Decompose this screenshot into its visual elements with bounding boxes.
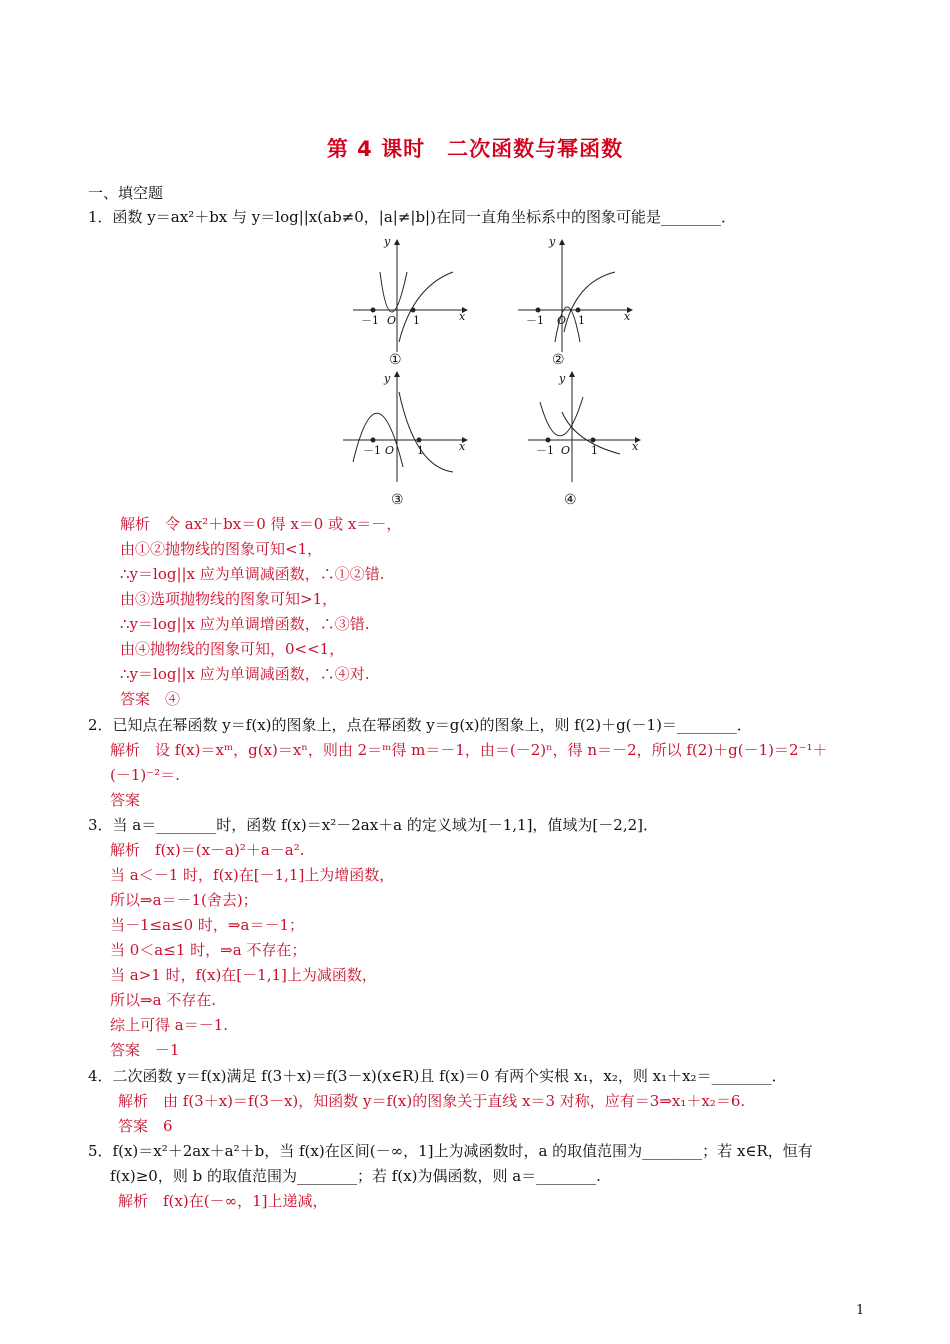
- q1-solution-line: ∴y＝log||x 应为单调增函数，∴③错.: [120, 615, 370, 633]
- graph-1-parabola: [380, 272, 407, 312]
- graph-3-log-curve: [399, 392, 453, 472]
- q3-solution-line: 当 0＜a≤1 时，⇒a 不存在；: [110, 941, 307, 959]
- question-4: 4．二次函数 y＝f(x)满足 f(3＋x)＝f(3－x)(x∈R)且 f(x)＝0 有两个实根 x₁，x₂，则 x₁＋x₂＝________．: [88, 1067, 787, 1085]
- graph-4-y-label: y: [559, 372, 566, 385]
- q3-solution-line: 当－1≤a≤0 时，⇒a＝－1；: [110, 916, 304, 934]
- graphs-svg: [335, 232, 645, 512]
- graph-4-tick-pos: 1: [591, 444, 598, 457]
- q5-solution-line: 解析 f(x)在(－∞，1]上递减，: [118, 1192, 328, 1210]
- question-1: 1．函数 y＝ax²＋bx 与 y＝log||x(ab≠0，|a|≠|b|)在同一直角坐标系中的图象可能是________．: [88, 208, 736, 226]
- section-heading: 一、填空题: [88, 184, 164, 202]
- q3-solution-line: 当 a>1 时，f(x)在[－1,1]上为减函数，: [110, 966, 377, 984]
- graph-3-tick-neg: －1: [363, 444, 381, 457]
- q3-answer: 答案 －1: [110, 1041, 180, 1059]
- q1-answer: 答案 ④: [120, 690, 181, 708]
- function-graphs-figure: [335, 232, 645, 512]
- graph-3-caption: ③: [391, 492, 404, 508]
- graph-2: [518, 240, 632, 352]
- graph-1-x-label: x: [459, 310, 466, 323]
- q1-solution-line: 由③选项抛物线的图象可知>1，: [120, 590, 338, 608]
- q3-solution-line: 所以⇒a 不存在.: [110, 991, 217, 1009]
- q3-solution-line: 综上可得 a＝－1.: [110, 1016, 229, 1034]
- graph-3-x-label: x: [459, 440, 466, 453]
- q1-solution-line: ∴y＝log||x 应为单调减函数，∴①②错.: [120, 565, 385, 583]
- graph-1-tick-pos: 1: [413, 314, 420, 327]
- graph-2-caption: ②: [552, 352, 565, 368]
- graph-3-point-neg1: [371, 438, 375, 442]
- q1-solution-line: 由①②抛物线的图象可知<1，: [120, 540, 323, 558]
- graph-2-origin: O: [557, 314, 567, 327]
- graph-4-origin: O: [561, 444, 571, 457]
- question-2: 2．已知点在幂函数 y＝f(x)的图象上，点在幂函数 y＝g(x)的图象上，则 f(2)＋g(－1)＝________．: [88, 716, 752, 734]
- graph-4: [528, 372, 640, 482]
- graph-1-point-1: [411, 308, 415, 312]
- page-number: 1: [856, 1303, 865, 1318]
- q3-solution-line: 当 a＜－1 时，f(x)在[－1,1]上为增函数，: [110, 866, 395, 884]
- q4-answer: 答案 6: [118, 1117, 173, 1135]
- graph-1-tick-neg: －1: [361, 314, 379, 327]
- question-5-continued: f(x)≥0，则 b 的取值范围为________；若 f(x)为偶函数，则 a＝________.: [110, 1167, 601, 1185]
- graph-3-origin: O: [385, 444, 395, 457]
- graph-4-x-label: x: [632, 440, 639, 453]
- graph-3-point-1: [417, 438, 421, 442]
- q2-answer: 答案: [110, 791, 141, 809]
- page-title: 第 4 课时 二次函数与幂函数: [326, 137, 624, 161]
- graph-3-tick-pos: 1: [417, 444, 424, 457]
- graph-4-point-neg1: [546, 438, 550, 442]
- graph-4-tick-neg: －1: [536, 444, 554, 457]
- graph-2-y-label: y: [549, 235, 556, 248]
- q1-solution-line: ∴y＝log||x 应为单调减函数，∴④对.: [120, 665, 370, 683]
- q1-solution-line: 解析 令 ax²＋bx＝0 得 x＝0 或 x＝－，: [120, 515, 402, 533]
- graph-1-caption: ①: [389, 352, 402, 368]
- graph-1-origin: O: [387, 314, 397, 327]
- graph-2-tick-pos: 1: [578, 314, 585, 327]
- graph-2-point-neg1: [536, 308, 540, 312]
- q4-solution-line: 解析 由 f(3＋x)＝f(3－x)，知函数 y＝f(x)的图象关于直线 x＝3 对称，应有＝3⇒x₁＋x₂＝6.: [118, 1092, 746, 1110]
- graph-2-point-1: [576, 308, 580, 312]
- q2-solution-line: (－1)⁻²＝.: [110, 766, 180, 784]
- graph-4-point-1: [591, 438, 595, 442]
- graph-1-point-neg1: [371, 308, 375, 312]
- graph-4-caption: ④: [564, 492, 577, 508]
- graph-3: [343, 372, 467, 482]
- graph-2-log-curve: [564, 272, 615, 332]
- graph-1-y-label: y: [384, 235, 391, 248]
- question-3: 3．当 a＝________时，函数 f(x)＝x²－2ax＋a 的定义域为[－1,1]，值域为[－2,2]．: [88, 816, 658, 834]
- graph-1-log-curve: [399, 272, 453, 342]
- graph-4-parabola: [540, 397, 583, 436]
- graph-2-x-label: x: [624, 310, 631, 323]
- q1-solution-line: 由④抛物线的图象可知，0<<1，: [120, 640, 345, 658]
- q3-solution-line: 所以⇒a＝－1(舍去)；: [110, 891, 258, 909]
- graph-1: [353, 240, 467, 352]
- q3-solution-line: 解析 f(x)＝(x－a)²＋a－a².: [110, 841, 305, 859]
- graph-2-tick-neg: －1: [526, 314, 544, 327]
- question-5: 5．f(x)＝x²＋2ax＋a²＋b，当 f(x)在区间(－∞，1]上为减函数时，a 的取值范围为________；若 x∈R，恒有: [88, 1142, 813, 1160]
- q2-solution-line: 解析 设 f(x)＝xᵐ，g(x)＝xⁿ，则由 2＝ᵐ得 m＝－1，由＝(－2)ⁿ，得 n＝－2，所以 f(2)＋g(－1)＝2⁻¹＋: [110, 741, 828, 759]
- graph-3-y-label: y: [384, 372, 391, 385]
